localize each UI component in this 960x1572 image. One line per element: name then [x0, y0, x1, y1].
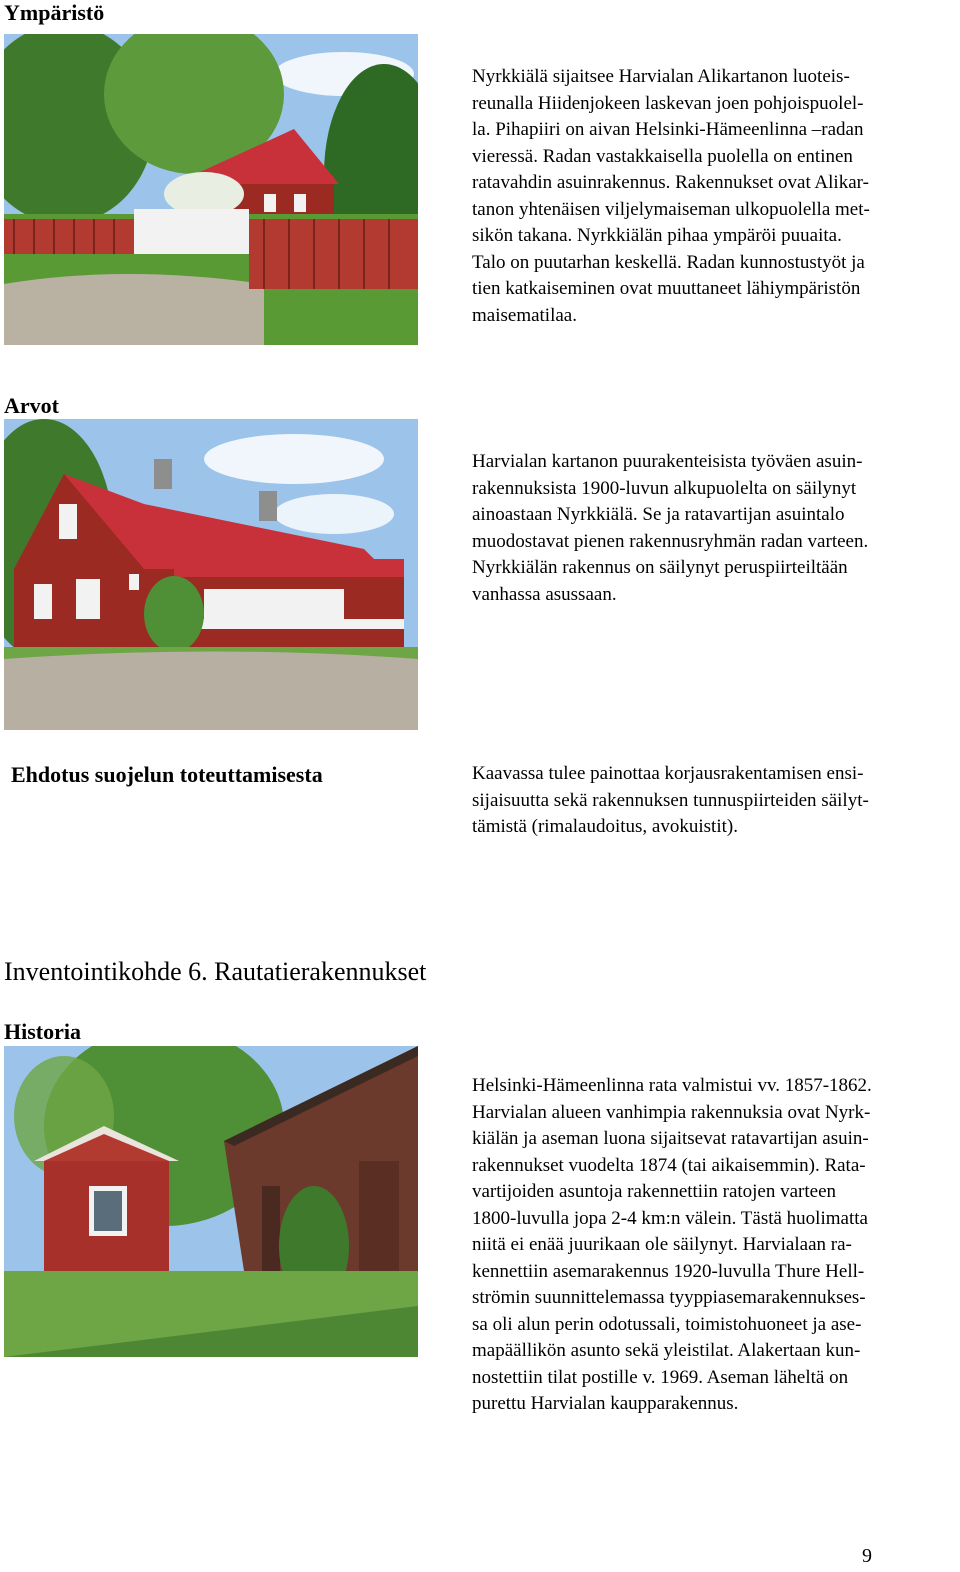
page-number: 9 [862, 1545, 872, 1567]
text-line: Kaavassa tulee painottaa korjausrakentamisen ensi- [472, 763, 864, 784]
text-line: maisematilaa. [472, 304, 577, 326]
text-line: tien katkaiseminen ovat muuttaneet lähiympäristön [472, 278, 861, 299]
text-line: 1800-luvulla jopa 2-4 km:n välein. Tästä huolimatta [472, 1207, 868, 1229]
text-line: Nyrkkiälä sijaitsee Harvialan Alikartanon luoteis- [472, 66, 850, 87]
text-line: Harvialan alueen vanhimpia rakennuksia ovat Nyrk- [472, 1101, 871, 1123]
text-ehdotus [472, 761, 958, 841]
section-title-inventointikohde: Inventointikohde 6. Rautatierakennukset [4, 957, 427, 986]
text-arvot [472, 449, 958, 608]
text-ymparisto [472, 64, 958, 329]
text-line: vanhassa asussaan. [472, 583, 617, 605]
text-line: rakennukset vuodelta 1874 (tai aikaisemmin). Rata- [472, 1154, 866, 1176]
photo-nyrkkiala-house [4, 419, 418, 730]
text-line: purettu Harvialan kaupparakennus. [472, 1393, 739, 1414]
text-line: tämistä (rimalaudoitus, avokuistit). [472, 816, 738, 837]
photo-railway-buildings [4, 1046, 418, 1357]
heading-ehdotus: Ehdotus suojelun toteuttamisesta [11, 762, 323, 787]
text-line: sikön takana. Nyrkkiälän pihaa ympäröi puuaita. [472, 225, 842, 246]
text-line: nostettiin tilat postille v. 1969. Aseman läheltä on [472, 1366, 849, 1388]
text-line: muodostavat pienen rakennusryhmän radan varteen. [472, 530, 869, 552]
photo-nyrkkiala-garden [4, 34, 418, 345]
text-line: la. Pihapiiri on aivan Helsinki-Hämeenlinna –radan [472, 119, 864, 140]
text-line: niitä ei enää juurikaan ole säilynyt. Harvialaan ra- [472, 1234, 852, 1255]
text-line: tanon yhtenäisen viljelymaiseman ulkopuolella met- [472, 198, 870, 220]
text-line: kiälän ja aseman luona sijaitsevat ratavartijan asuin- [472, 1128, 869, 1149]
text-line: Talo on puutarhan keskellä. Radan kunnostustyöt ja [472, 251, 865, 273]
text-line: ratavahdin asuinrakennus. Rakennukset ovat Alikar- [472, 172, 869, 193]
text-line: reunalla Hiidenjokeen laskevan joen pohjoispuolel- [472, 92, 864, 114]
text-line: Helsinki-Hämeenlinna rata valmistui vv. 1857-1862. [472, 1075, 872, 1096]
heading-historia: Historia [4, 1019, 81, 1044]
text-line: rakennuksista 1900-luvun alkupuolelta on säilynyt [472, 477, 857, 499]
text-line: strömin suunnittelemassa tyyppiasemarakennukses- [472, 1287, 866, 1308]
heading-arvot: Arvot [4, 393, 59, 418]
text-line: Harvialan kartanon puurakenteisista työväen asuin- [472, 451, 863, 472]
text-line: vartijoiden asuntoja rakennettiin ratojen varteen [472, 1181, 837, 1202]
text-line: sijaisuutta sekä rakennuksen tunnuspiirteiden säilyt- [472, 789, 869, 811]
text-line: kennettiin asemarakennus 1920-luvulla Thure Hell- [472, 1260, 865, 1282]
text-line: ainoastaan Nyrkkiälä. Se ja ratavartijan asuintalo [472, 504, 845, 525]
text-line: sa oli alun perin odotussali, toimistohuoneet ja ase- [472, 1313, 862, 1335]
text-line: mapäällikön asunto sekä yleistilat. Alakertaan kun- [472, 1340, 861, 1361]
text-line: vieressä. Radan vastakkaisella puolella on entinen [472, 145, 853, 167]
text-historia [472, 1073, 958, 1418]
heading-ymparisto: Ympäristö [4, 0, 105, 25]
text-line: Nyrkkiälän rakennus on säilynyt peruspiirteiltään [472, 557, 848, 578]
